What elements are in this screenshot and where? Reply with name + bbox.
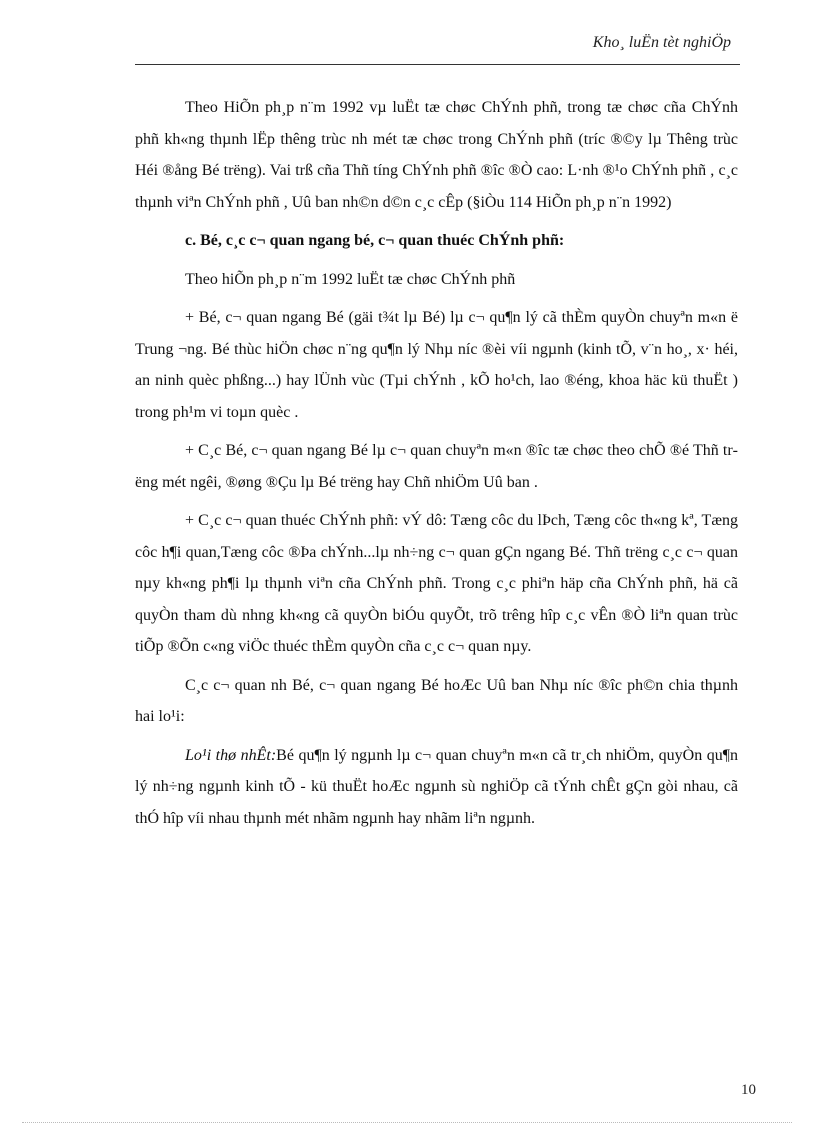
- document-body: [135, 92, 738, 841]
- paragraph-constitution-reference: Theo hiÕn ph¸p n¨m 1992 luËt tæ chøc ChÝnh phñ: [185, 270, 516, 288]
- first-type-text: Bé qu¶n lý ngµnh lµ c¬ quan chuyªn m«n cã tr¸ch nhiÖm, quyÒn qu¶n lý nh÷ng ngµnh kinh tÕ - kü thuËt hoÆc ngµnh sù nghiÖp cã tÝnh chÊt gÇn gòi nhau, cã thÓ hîp víi nhau thµnh mét nhãm ngµnh hay nhãm liªn ngµnh.: [135, 746, 738, 827]
- running-header: Kho¸ luËn tèt nghiÖp: [592, 34, 731, 51]
- first-type-lead: Lo¹i thø nhÊt:: [185, 746, 277, 764]
- paragraph-ministry-organization: + C¸c Bé, c¬ quan ngang Bé lµ c¬ quan chuyªn m«n ®îc tæ chøc theo chÕ ®é Thñ trëng mét ngêi, ®øng ®Çu lµ Bé trëng hay Chñ nhiÖm Uû ban .: [135, 442, 738, 491]
- section-heading-ministries: c. Bé, c¸c c¬ quan ngang bé, c¬ quan thuéc ChÝnh phñ:: [185, 232, 565, 249]
- page-number: 10: [741, 1082, 756, 1098]
- paragraph-first-type: [135, 740, 738, 835]
- paragraph-ministry-definition: + Bé, c¬ quan ngang Bé (gäi t¾t lµ Bé) lµ c¬ qu¶n lý cã thÈm quyÒn chuyªn m«n ë Trung ¬ng. Bé thùc hiÖn chøc n¨ng qu¶n lý Nhµ níc ®èi víi ngµnh (kinh tÕ, v¨n ho¸, x· héi, an ninh quèc phßng...) hay lÜnh vùc (Tµi chÝnh , kÕ ho¹ch, lao ®éng, khoa häc kü thuËt ) trong ph¹m vi toµn quèc .: [135, 309, 738, 421]
- paragraph-government-agencies: + C¸c c¬ quan thuéc ChÝnh phñ: vÝ dô: Tæng côc du lÞch, Tæng côc th«ng kª, Tæng côc h¶i quan,Tæng côc ®Þa chÝnh...lµ nh÷ng c¬ quan gÇn ngang Bé. Thñ trëng c¸c c¬ quan nµy kh«ng ph¶i lµ thµnh viªn cña ChÝnh phñ. Trong c¸c phiªn häp cña ChÝnh phñ, hä cã quyÒn tham dù nhng kh«ng cã quyÒn biÓu quyÕt, trõ trêng hîp c¸c vÊn ®Ò liªn quan trùc tiÕp ®Õn c«ng viÖc thuéc thÈm quyÒn cña c¸c c¬ quan nµy.: [135, 512, 738, 655]
- paragraph-government-structure: Theo HiÕn ph¸p n¨m 1992 vµ luËt tæ chøc ChÝnh phñ, trong tæ chøc cña ChÝnh phñ kh«ng thµnh lËp thêng trùc nh mét tæ chøc trong ChÝnh phñ (tríc ®©y lµ Thêng trùc Héi ®ång Bé trëng). Vai trß cña Thñ tíng ChÝnh phñ ®îc ®Ò cao: L·nh ®¹o ChÝnh phñ , c¸c thµnh viªn ChÝnh phñ , Uû ban nh©n d©n c¸c cÊp (§iÒu 114 HiÕn ph¸p n¨n 1992): [135, 99, 738, 211]
- header-divider: [135, 64, 740, 65]
- paragraph-classification-intro: C¸c c¬ quan nh Bé, c¬ quan ngang Bé hoÆc Uû ban Nhµ níc ®îc ph©n chia thµnh hai lo¹i:: [135, 676, 738, 725]
